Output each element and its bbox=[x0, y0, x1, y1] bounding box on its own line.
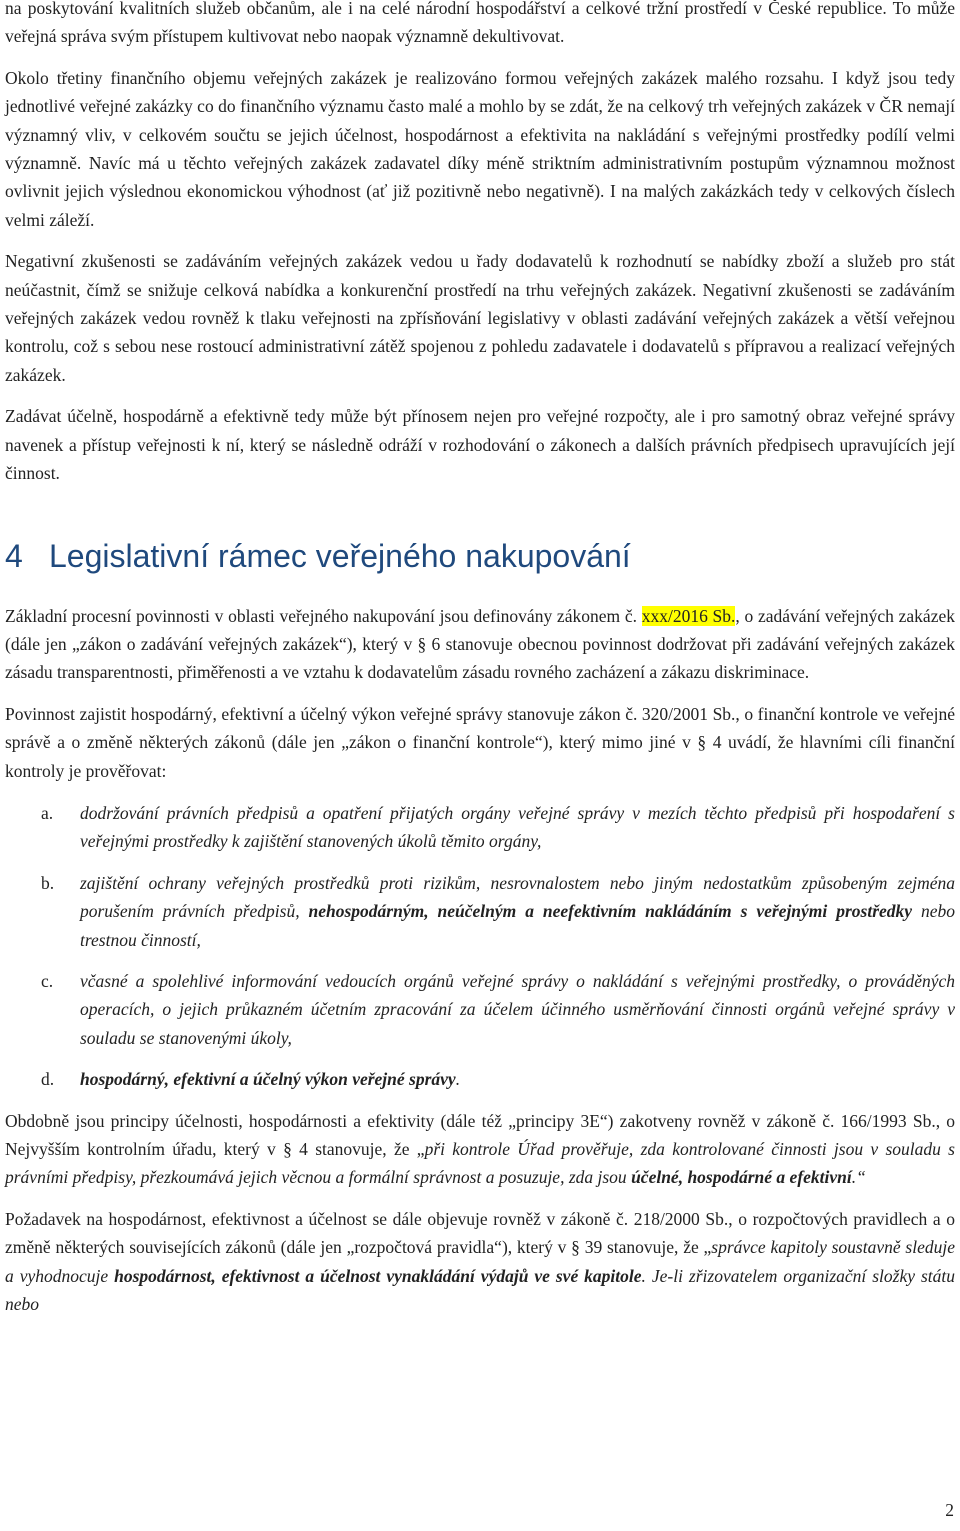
list-text: nebo trestnou činností, bbox=[80, 901, 955, 950]
section-number: 4 bbox=[5, 537, 23, 574]
list-item bbox=[5, 869, 955, 954]
list-item bbox=[5, 967, 955, 1052]
bold-quote-text: účelné, hospodárné a efektivní bbox=[631, 1167, 852, 1188]
paragraph bbox=[5, 602, 955, 687]
page-number: 2 bbox=[945, 1500, 954, 1520]
document-page bbox=[5, 0, 955, 1318]
list-text: dodržování právních předpisů a opatření přijatých orgány veřejné správy v mezích těchto předpisů při hospodaření s veřejnými prostředky k zajištění stanovených úkolů těmito orgány, bbox=[80, 802, 955, 852]
list-text: . bbox=[455, 1069, 461, 1090]
list-label: c. bbox=[41, 970, 54, 991]
text-run: , o zadávání veřejných zakázek (dále jen „zákon o zadávání veřejných zakázek“), který v § 6 stanovuje obecnou povinnost dodržovat při zadávání veřejných zakázek zásadu transparentnosti, přiměřenosti a ve vztahu k dodavatelům zásadu rovného zacházení a zákazu diskriminace. bbox=[5, 605, 955, 683]
section-heading bbox=[5, 536, 955, 576]
text-run: Obdobně jsou principy účelnosti, hospodárnosti a efektivity (dále též „principy 3E“) zakotveny rovněž v zákoně č. 166/1993 Sb., o Nejvyšším kontrolním úřadu, který v § 4 stanovuje, že „ bbox=[5, 1110, 955, 1159]
control-goals-list bbox=[5, 799, 955, 1094]
list-text: včasné a spolehlivé informování vedoucích orgánů veřejné správy o nakládání s veřejnými prostředky, o prováděných operacích, o jejich průkazném účetním zpracování za účelem účinného usměrňování činnosti orgánů veřejné správy v souladu se stanovenými úkoly, bbox=[80, 970, 955, 1048]
list-item bbox=[5, 799, 955, 856]
list-text: zajištění ochrany veřejných prostředků proti rizikům, nesrovnalostem nebo jiným nedostatkům způsobeným zejména porušením právních předpisů, bbox=[80, 872, 955, 922]
paragraph: na poskytování kvalitních služeb občanům, ale i na celé národní hospodářství a celkové tržní prostředí v České republice. To může veřejná správa svým přístupem kultivovat nebo naopak významně dekultivovat. bbox=[5, 0, 955, 47]
quote-text: .“ bbox=[851, 1167, 866, 1188]
paragraph: Negativní zkušenosti se zadáváním veřejných zakázek vedou u řady dodavatelů k rozhodnutí se nabídky zboží a služeb pro stát neúčastnit, čímž se snižuje celková nabídka a konkurenční prostředí na trhu veřejných zakázek. Negativní zkušenosti se zadáváním veřejných zakázek vedou rovněž k tlaku veřejnosti na zpřísňování legislativy v oblasti zadávání veřejných zakázek a větší veřejnou kontrolu, což s sebou nese rostoucí administrativní zátěž spojenou z pohledu zadavatele i dodavatelů s přípravou a realizací veřejných zakázek. bbox=[5, 251, 955, 385]
paragraph: Povinnost zajistit hospodárný, efektivní a účelný výkon veřejné správy stanovuje zákon č. 320/2001 Sb., o finanční kontrole ve veřejné správě a o změně některých zákonů (dále jen „zákon o finanční kontrole“), který mimo jiné v § 4 uvádí, že hlavními cíli finanční kontroly je prověřovat: bbox=[5, 703, 955, 781]
quote-text: . Je-li zřizovatelem organizační složky státu nebo bbox=[5, 1265, 956, 1315]
bold-text: nehospodárným, neúčelným a neefektivním nakládáním s veřejnými prostředky bbox=[308, 901, 913, 922]
quote-text: správce kapitoly soustavně sleduje a vyhodnocuje bbox=[5, 1237, 955, 1286]
list-label: d. bbox=[41, 1069, 55, 1090]
paragraph: Zadávat účelně, hospodárně a efektivně tedy může být přínosem nejen pro veřejné rozpočty, ale i pro samotný obraz veřejné správy navenek a přístup veřejnosti k ní, který se následně odráží v rozhodování o zákonech a dalších právních předpisech upravujících její činnost. bbox=[5, 406, 955, 484]
list-label: b. bbox=[41, 872, 55, 893]
quote-text: při kontrole Úřad prověřuje, zda kontrolované činnosti jsou v souladu s právními předpisy, přezkoumává jejich věcnou a formální správnost a posuzuje, zda jsou bbox=[5, 1139, 955, 1188]
paragraph bbox=[5, 1205, 955, 1319]
list-item bbox=[5, 1065, 955, 1093]
list-label: a. bbox=[41, 802, 54, 823]
highlighted-text: xxx/2016 Sb. bbox=[641, 605, 736, 626]
paragraph: Okolo třetiny finančního objemu veřejných zakázek je realizováno formou veřejných zakázek malého rozsahu. I když jsou tedy jednotlivé veřejné zakázky co do finančního významu často malé a mohlo by se zdát, že na celkový trh veřejných zakázek v ČR nemají významný vliv, v celkovém součtu se jejich účelnost, hospodárnost a efektivita na nakládání s veřejnými prostředky podílí velmi významně. Navíc má u těchto veřejných zakázek zadavatel díky méně striktním administrativním postupům významnou možnost ovlivnit jejich výslednou ekonomickou výhodnost (ať již pozitivně nebo negativně). I na malých zakázkách tedy v celkových číslech velmi záleží. bbox=[5, 67, 955, 230]
paragraph bbox=[5, 1107, 955, 1192]
bold-text: hospodárný, efektivní a účelný výkon veřejné správy bbox=[80, 1069, 456, 1090]
text-run: Požadavek na hospodárnost, efektivnost a účelnost se dále objevuje rovněž v zákoně č. 218/2000 Sb., o rozpočtových pravidlech a o změně některých souvisejících zákonů (dále jen „rozpočtová pravidla“), který v § 39 stanovuje, že „ bbox=[5, 1208, 955, 1258]
bold-quote-text: hospodárnost, efektivnost a účelnost vynakládání výdajů ve své kapitole bbox=[114, 1265, 642, 1286]
text-run: Základní procesní povinnosti v oblasti veřejného nakupování jsou definovány zákonem č. bbox=[5, 605, 642, 626]
section-title: Legislativní rámec veřejného nakupování bbox=[49, 537, 631, 574]
